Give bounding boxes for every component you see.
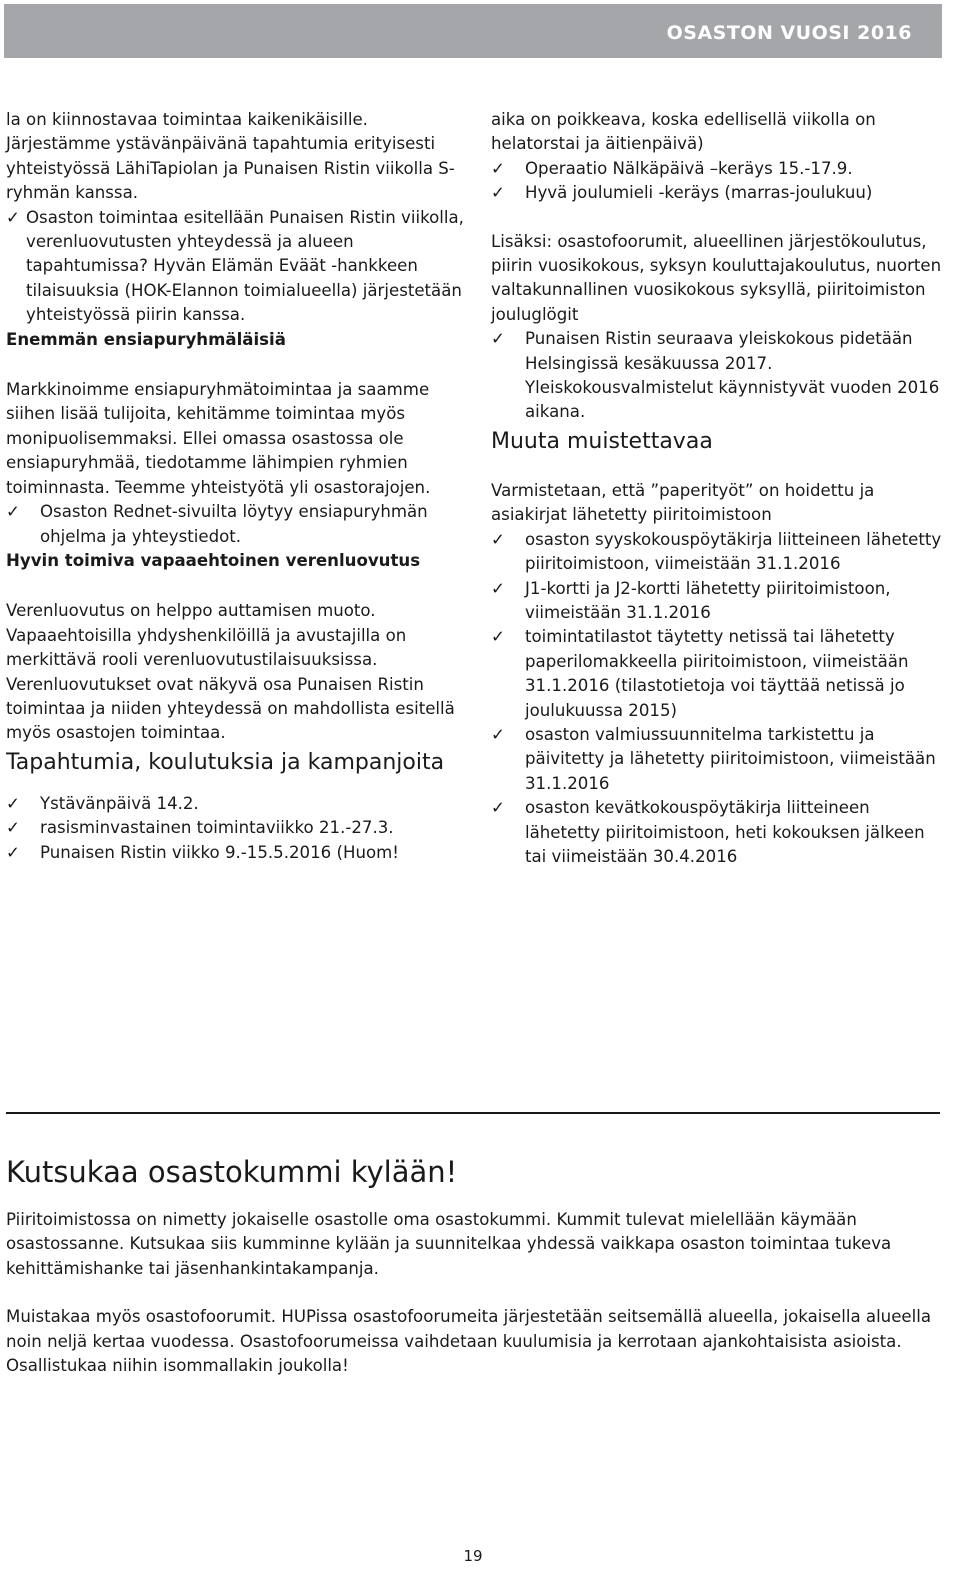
right-continuation-paragraph: aika on poikkeava, koska edellisellä viikolla on helatorstai ja äitienpäivä): [491, 110, 876, 154]
list-item-text: Punaisen Ristin viikko 9.-15.5.2016 (Huom!: [40, 842, 399, 862]
checkmark-icon: ✓: [491, 183, 505, 203]
left-intro-paragraph: la on kiinnostavaa toimintaa kaikenikäisille. Järjestämme ystävänpäivänä tapahtumia erityisesti yhteistyössä LähiTapiolan ja Punaisen Ristin viikolla S-ryhmän kanssa.: [6, 110, 455, 203]
checkmark-icon: ✓: [491, 158, 505, 178]
right-check-list-1: [491, 327, 945, 425]
checkmark-icon: ✓: [491, 724, 505, 744]
list-item: [491, 327, 945, 425]
first-aid-paragraph: Markkinoimme ensiapuryhmätoimintaa ja saamme siihen lisää tulijoita, kehitämme toimintaa myös monipuolisemmaksi. Ellei omassa osastossa ole ensiapuryhmää, tiedotamme lähimpien ryhmien toiminnasta. Teemme yhteistyötä yli osastorajojen.: [6, 380, 431, 497]
list-item: [491, 625, 945, 723]
list-item-text: toimintatilastot täytetty netissä tai lähetetty paperilomakkeella piiritoimistoon, viimeistään 31.1.2016 (tilastotietoja voi täyttää netissä jo joulukuussa 2015): [525, 627, 909, 720]
list-item: [491, 723, 945, 796]
checkmark-icon: ✓: [6, 793, 20, 813]
page-number: 19: [463, 1547, 483, 1565]
list-item: [6, 206, 470, 328]
checkmark-icon: ✓: [6, 818, 20, 838]
list-item-text: osaston syyskokouspöytäkirja liitteineen lähetetty piiritoimistoon, viimeistään 31.1.2016: [525, 529, 942, 574]
sponsor-section-title: Kutsukaa osastokummi kylään!: [6, 1155, 458, 1189]
sponsor-section: [6, 1150, 942, 1378]
horizontal-divider: [6, 1112, 940, 1114]
checkmark-icon: ✓: [6, 502, 20, 522]
right-events-list: [491, 157, 945, 206]
left-column: [6, 108, 470, 865]
list-item: [491, 577, 945, 626]
left-check-list-2: [6, 500, 470, 549]
events-list: [6, 792, 470, 865]
list-item-text: Osaston toimintaa esitellään Punaisen Ristin viikolla, verenluovutusten yhteydessä ja alueen tapahtumissa? Hyvän Elämän Eväät -hankkeen tilaisuuksia (HOK-Elannon toimialueella) järjestetään yhteistyössä piirin kanssa.: [26, 207, 464, 325]
list-item: [491, 157, 945, 181]
sponsor-paragraph-2: Muistakaa myös osastofoorumit. HUPissa osastofoorumeita järjestetään seitsemällä alueella, jokaisella alueella noin neljä kertaa vuodessa. Osastofoorumeissa vaihdetaan kuulumisia ja kerrotaan ajankohtaisista asioista. Osallistukaa niihin isommallakin joukolla!: [6, 1307, 932, 1376]
list-item-text: Punaisen Ristin seuraava yleiskokous pidetään Helsingissä kesäkuussa 2017. Yleiskokousvalmistelut käynnistyvät vuoden 2016 aikana.: [525, 329, 940, 422]
sponsor-paragraph-1: Piiritoimistossa on nimetty jokaiselle osastolle oma osastokummi. Kummit tulevat mielellään käymään osastossanne. Kutsukaa siis kumminne kylään ja suunnitelkaa yhdessä vaikkapa osaston toimintaa tukeva kehittämishanke tai jäsenhankintakampanja.: [6, 1210, 892, 1278]
header-bar: [4, 4, 942, 58]
left-check-list-1: [6, 206, 470, 328]
section-heading-blood-donation: Hyvin toimiva vapaaehtoinen verenluovutus: [6, 550, 421, 570]
list-item: [491, 528, 945, 577]
list-item-text: Operaatio Nälkäpäivä –keräys 15.-17.9.: [525, 158, 853, 178]
section-heading-events: Tapahtumia, koulutuksia ja kampanjoita: [6, 749, 445, 775]
list-item-text: osaston valmiussuunnitelma tarkistettu ja päivitetty ja lähetetty piiritoimistoon, viimeistään 31.1.2016: [525, 724, 936, 793]
list-item-text: J1-kortti ja J2-kortti lähetetty piiritoimistoon, viimeistään 31.1.2016: [525, 578, 891, 622]
checkmark-icon: ✓: [6, 842, 20, 862]
list-item-text: rasisminvastainen toimintaviikko 21.-27.3.: [40, 818, 394, 838]
checkmark-icon: ✓: [6, 207, 20, 227]
list-item: [491, 796, 945, 869]
checkmark-icon: ✓: [491, 329, 505, 349]
list-item: [6, 816, 470, 840]
section-heading-remember: Muuta muistettavaa: [491, 428, 713, 454]
list-item: [6, 841, 470, 865]
list-item-text: Ystävänpäivä 14.2.: [40, 793, 199, 813]
paperwork-check-list: [491, 528, 945, 870]
blood-donation-paragraph: Verenluovutus on helppo auttamisen muoto. Vapaaehtoisilla yhdyshenkilöillä ja avustajilla on merkittävä rooli verenluovutustilaisuuksissa. Verenluovutukset ovat näkyvä osa Punaisen Ristin toimintaa ja niiden yhteydessä on mahdollista esitellä myös osastojen toimintaa.: [6, 601, 455, 743]
list-item-text: Osaston Rednet-sivuilta löytyy ensiapuryhmän ohjelma ja yhteystiedot.: [40, 502, 428, 546]
checkmark-icon: ✓: [491, 798, 505, 818]
checkmark-icon: ✓: [491, 578, 505, 598]
list-item-text: osaston kevätkokouspöytäkirja liitteineen lähetetty piiritoimistoon, heti kokouksen jälkeen tai viimeistään 30.4.2016: [525, 798, 925, 866]
checkmark-icon: ✓: [491, 529, 505, 549]
checkmark-icon: ✓: [491, 627, 505, 647]
paperwork-paragraph: Varmistetaan, että ”paperityöt” on hoidettu ja asiakirjat lähetetty piiritoimistoon: [491, 480, 875, 525]
list-item: [6, 500, 470, 549]
list-item-text: Hyvä joulumieli -keräys (marras-joulukuu): [525, 183, 873, 203]
list-item: [491, 181, 945, 205]
list-item: [6, 792, 470, 816]
section-heading-first-aid: Enemmän ensiapuryhmäläisiä: [6, 329, 286, 349]
right-column: [491, 108, 945, 869]
also-paragraph: Lisäksi: osastofoorumit, alueellinen järjestökoulutus, piirin vuosikokous, syksyn kouluttajakoulutus, nuorten valtakunnallinen vuosikokous syksyllä, piiritoimiston jouluglögit: [491, 231, 942, 324]
header-title: OSASTON VUOSI 2016: [666, 22, 912, 44]
